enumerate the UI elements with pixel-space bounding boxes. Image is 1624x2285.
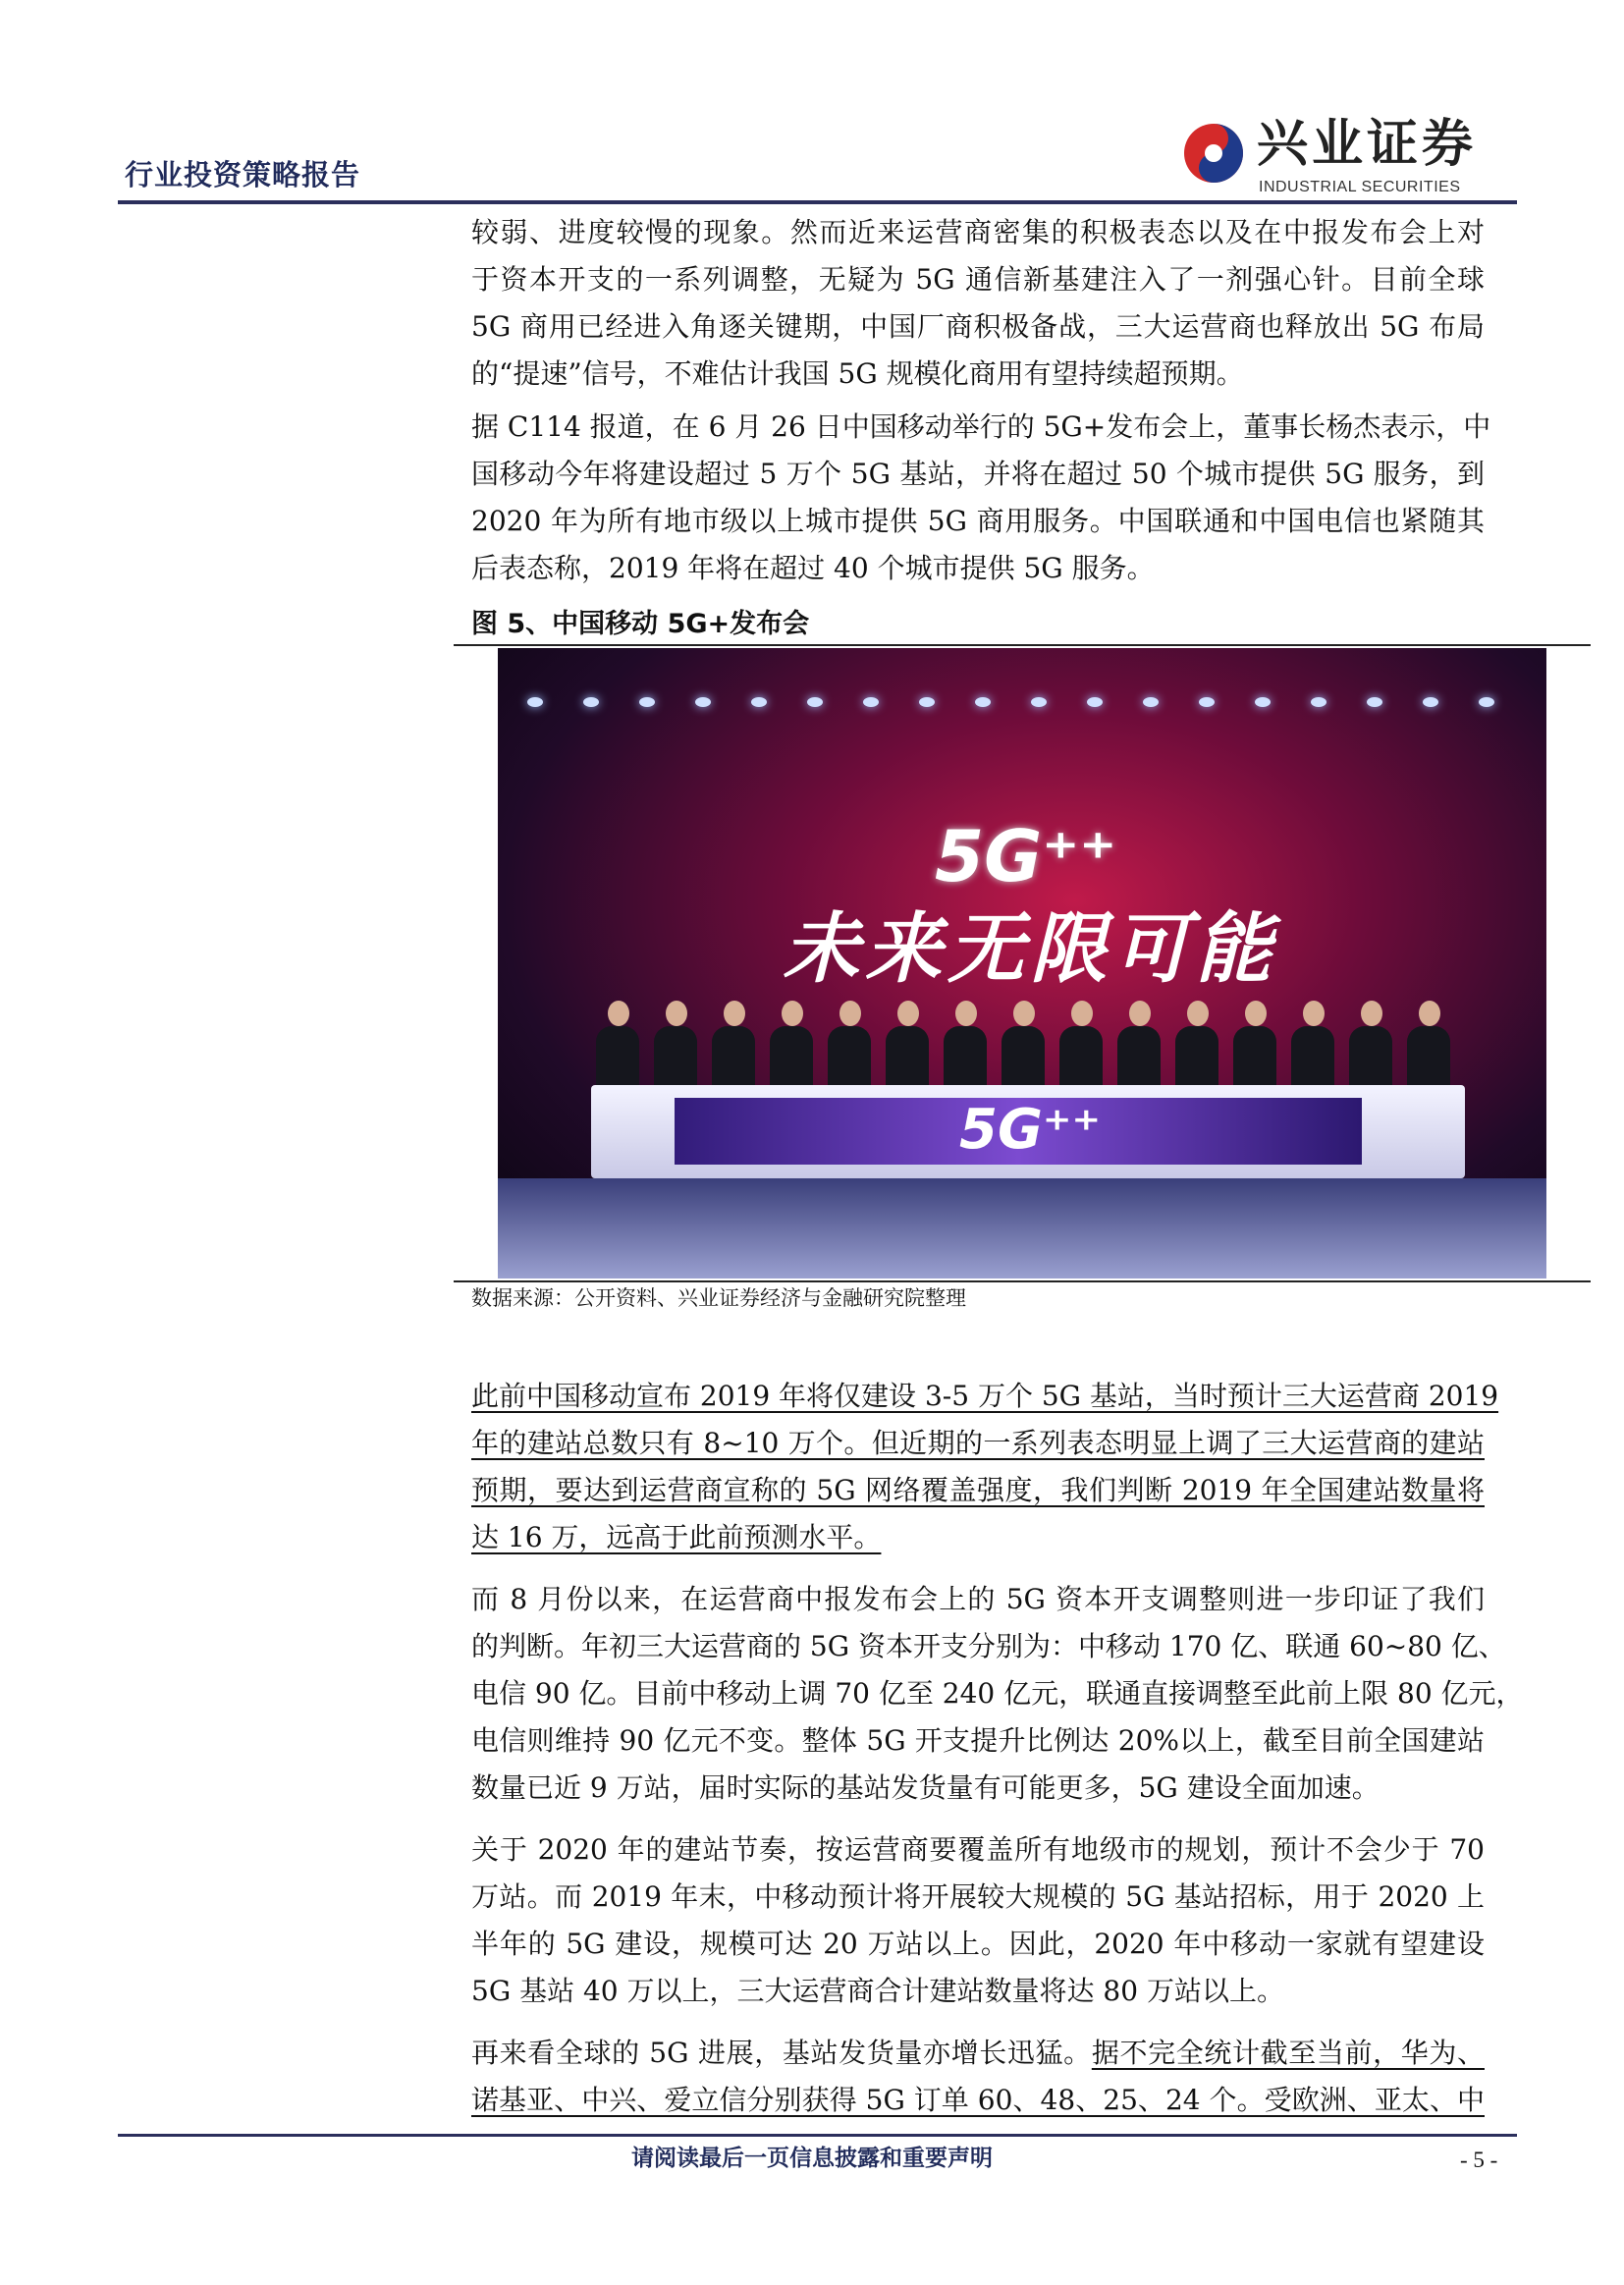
logo-english-name: INDUSTRIAL SECURITIES [1259,179,1461,195]
underlined-text: 据不完全统计截至当前，华为、 [1091,2037,1485,2069]
text-line [471,1670,1524,1717]
stage-light [975,697,991,707]
text-segment: 半年的 5G 建设，规模可达 20 万站以上。因此，2020 年中移动一家就有望建设 [471,1928,1485,1960]
body-paragraph [471,1826,1485,2015]
text-line [471,1623,1506,1670]
stage-light [751,697,767,707]
page-number: - 5 - [1460,2148,1498,2172]
text-line [471,1921,1485,1968]
text-segment: 万站。而 2019 年末，中移动预计将开展较大规模的 5G 基站招标，用于 2020 上 [471,1880,1485,1913]
footer-divider [118,2134,1517,2137]
stage-light [1367,697,1382,707]
stage-light [1255,697,1271,707]
underlined-text: 诺基亚、中兴、爱立信分别获得 5G 订单 60、48、25、24 个。受欧洲、亚太、中 [471,2084,1485,2116]
underlined-text: 年的建站总数只有 8~10 万个。但近期的一系列表态明显上调了三大运营商的建站 [471,1427,1485,1459]
stage-light [1423,697,1438,707]
text-line [471,1717,1485,1765]
text-line [471,1576,1485,1623]
text-segment: 再来看全球的 5G 进展，基站发货量亦增长迅猛。 [471,2037,1092,2069]
text-segment: 5G 基站 40 万以上，三大运营商合计建站数量将达 80 万站以上。 [471,1975,1284,2007]
report-type-label: 行业投资策略报告 [125,158,361,191]
photo-5g-logo: 5G⁺⁺ [935,815,1117,898]
text-line [471,1373,1499,1420]
text-line [471,2077,1485,2124]
text-line [471,351,1485,398]
stage-light [1031,697,1047,707]
text-segment: 电信则维持 90 亿元不变。整体 5G 开支提升比例达 20%以上，截至目前全国建站 [471,1724,1485,1757]
stage-light [1087,697,1103,707]
podium-5g-logo: 5G⁺⁺ [959,1098,1102,1162]
text-line [471,545,1485,592]
body-paragraph [471,209,1485,398]
text-segment: 后表态称，2019 年将在超过 40 个城市提供 5G 服务。 [471,552,1155,584]
text-line [471,1874,1485,1921]
stage-light [695,697,711,707]
text-segment: 较弱、进度较慢的现象。然而近来运营商密集的积极表态以及在中报发布会上对 [471,216,1485,248]
text-line [471,256,1485,303]
underlined-text: 此前中国移动宣布 2019 年将仅建设 3-5 万个 5G 基站，当时预计三大运营商 2019 [471,1380,1499,1412]
text-line [471,1826,1485,1874]
text-line [471,2030,1485,2077]
text-segment: 的“提速”信号，不难估计我国 5G 规模化商用有望持续超预期。 [471,357,1244,390]
logo-chinese-name: 兴业证券 [1257,115,1478,174]
figure-top-rule [454,644,1591,646]
stage-light [1479,697,1494,707]
text-segment: 数量已近 9 万站，届时实际的基站发货量有可能更多，5G 建设全面加速。 [471,1771,1380,1804]
body-paragraph [471,1373,1499,1561]
figure-source: 数据来源：公开资料、兴业证券经济与金融研究院整理 [471,1286,966,1310]
text-line [471,303,1485,351]
stage-light [919,697,935,707]
text-line [471,451,1485,498]
underlined-text: 预期，要达到运营商宣称的 5G 网络覆盖强度，我们判断 2019 年全国建站数量将 [471,1474,1485,1506]
text-line [471,1968,1485,2015]
header-divider [118,200,1517,204]
stage-light [863,697,879,707]
text-line [471,1765,1485,1812]
text-segment: 的判断。年初三大运营商的 5G 资本开支分别为：中移动 170 亿、联通 60~80 亿、 [471,1630,1506,1662]
stage-light [1311,697,1326,707]
body-paragraph [471,404,1491,592]
stage-floor [498,1178,1546,1279]
figure-caption: 图 5、中国移动 5G+发布会 [471,609,810,639]
text-segment: 国移动今年将建设超过 5 万个 5G 基站，并将在超过 50 个城市提供 5G 服务，到 [471,458,1485,490]
text-segment: 于资本开支的一系列调整，无疑为 5G 通信新基建注入了一剂强心针。目前全球 [471,263,1485,296]
text-segment: 2020 年为所有地市级以上城市提供 5G 商用服务。中国联通和中国电信也紧随其 [471,505,1485,537]
event-photo [498,648,1546,1279]
text-segment: 电信 90 亿。目前中移动上调 70 亿至 240 亿元，联通直接调整至此前上限 80 亿元， [471,1677,1524,1710]
text-segment: 关于 2020 年的建站节奏，按运营商要覆盖所有地级市的规划，预计不会少于 70 [471,1833,1485,1866]
underlined-text: 达 16 万，远高于此前预测水平。 [471,1521,882,1553]
text-segment: 据 C114 报道，在 6 月 26 日中国移动举行的 5G+发布会上，董事长杨杰表示，中 [471,410,1491,443]
stage-light [583,697,599,707]
photo-slogan: 未来无限可能 [783,904,1278,994]
text-line [471,404,1491,451]
stage-light [1143,697,1159,707]
company-logo [1183,116,1517,198]
text-line [471,1420,1485,1467]
stage-light [807,697,823,707]
text-line [471,1467,1485,1514]
stage-lights [527,697,1509,717]
text-line [471,1514,1485,1561]
stage-light [527,697,543,707]
text-line [471,209,1485,256]
stage-light [639,697,655,707]
figure-bottom-rule [454,1280,1591,1282]
footer-disclaimer: 请阅读最后一页信息披露和重要声明 [631,2146,993,2171]
body-paragraph [471,1576,1524,1812]
text-segment: 而 8 月份以来，在运营商中报发布会上的 5G 资本开支调整则进一步印证了我们 [471,1583,1485,1615]
text-line [471,498,1485,545]
text-segment: 5G 商用已经进入角逐关键期，中国厂商积极备战，三大运营商也释放出 5G 布局 [471,310,1485,343]
body-paragraph [471,2030,1485,2124]
logo-mark-icon [1183,118,1244,189]
stage-light [1199,697,1215,707]
